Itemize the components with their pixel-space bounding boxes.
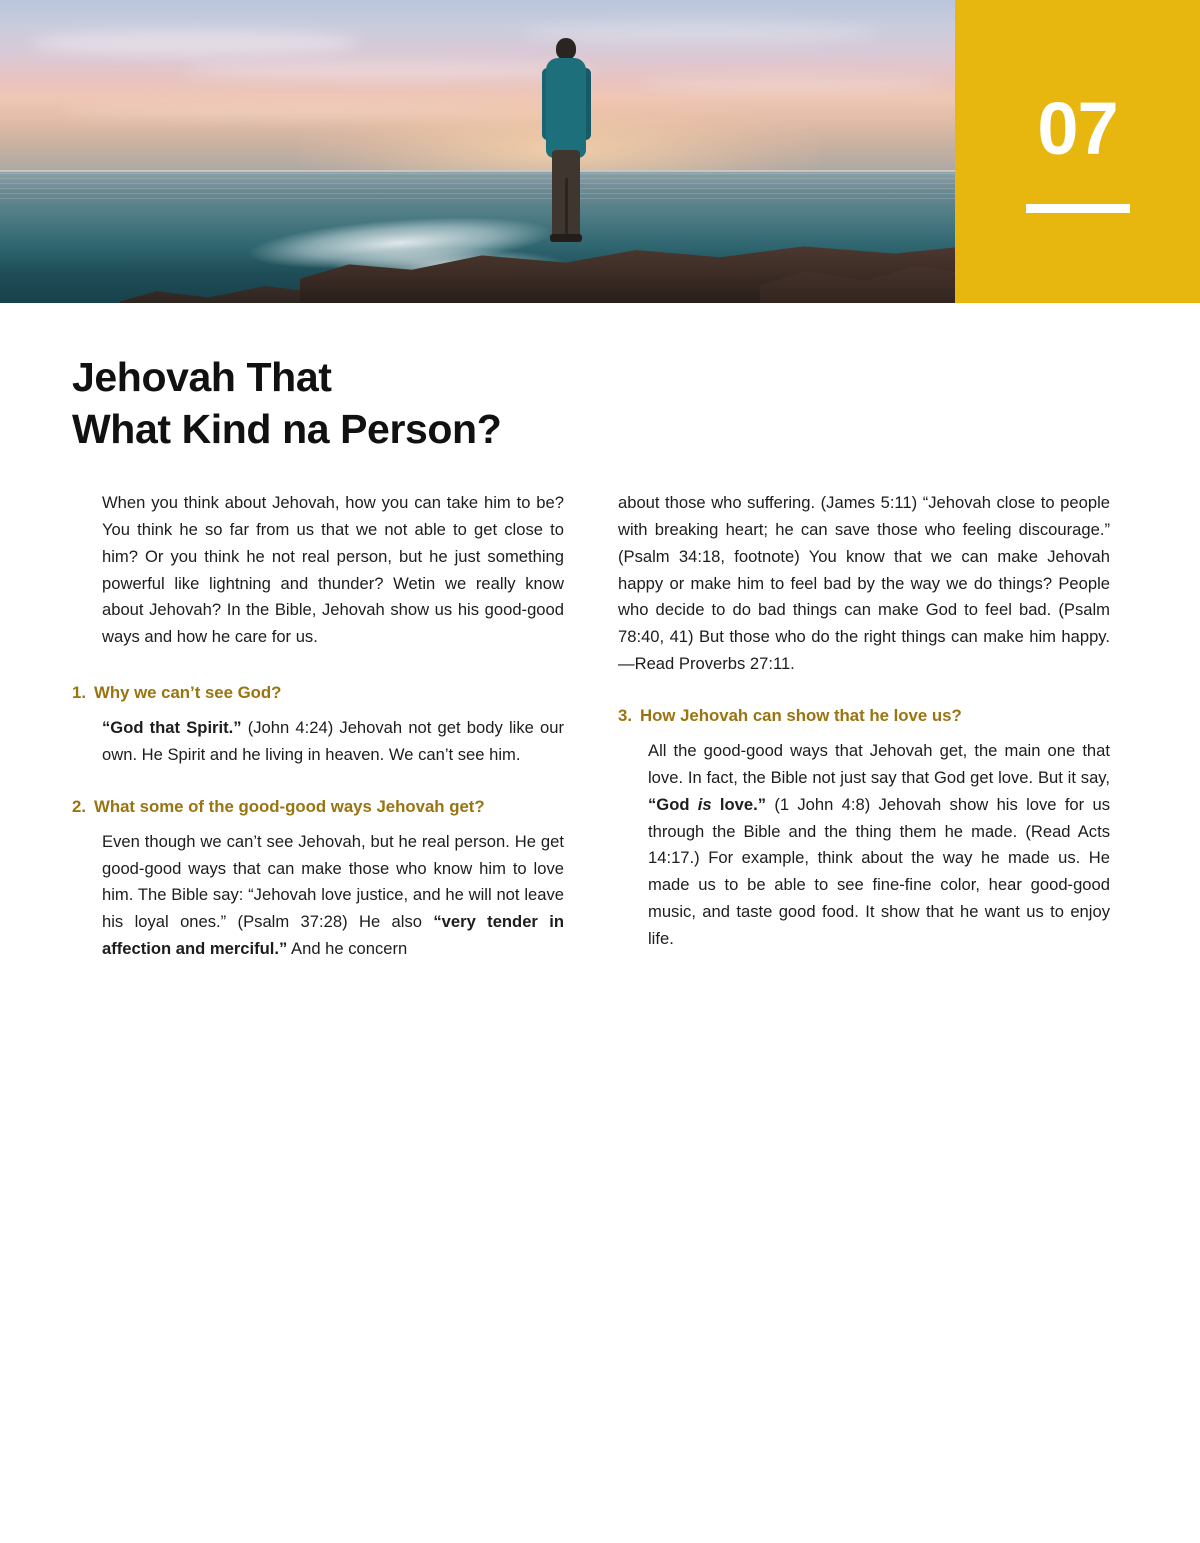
cloud-shape xyxy=(640,76,940,92)
lesson-number-underline xyxy=(1026,204,1130,213)
person-head xyxy=(556,38,576,60)
lesson-number: 07 xyxy=(1037,87,1118,170)
person-torso xyxy=(546,58,586,158)
question-number: 2. xyxy=(72,796,86,816)
person-silhouette xyxy=(540,38,598,248)
question-text: Why we can’t see God? xyxy=(94,683,282,703)
page-title-line-2: What Kind na Person? xyxy=(72,406,502,453)
article-body xyxy=(0,303,1200,963)
page-title xyxy=(72,351,832,456)
cloud-shape xyxy=(180,62,600,80)
answer-paragraph-3: All the good-good ways that Jehovah get, the main one that love. In fact, the Bible not just say that God get love. But it say, “God is love.” (1 John 4:8) Jehovah show his love for us through the Bible and the thing them he made. (Read Acts 14:17.) For example, think about the way he made us. He made us to be able to see fine-fine color, hear good-good music, and taste good food. It show that he want us to enjoy life. xyxy=(648,740,1110,949)
person-leg-gap xyxy=(565,178,568,236)
person-feet xyxy=(550,234,582,242)
question-text: What some of the good-good ways Jehovah get? xyxy=(94,796,485,816)
page-title-line-1: Jehovah That xyxy=(72,354,332,400)
question-number: 1. xyxy=(72,683,86,703)
question-number: 3. xyxy=(618,706,632,726)
column-left xyxy=(72,490,564,963)
question-heading-2 xyxy=(72,795,564,819)
question-heading-1 xyxy=(72,681,564,705)
horizon-line xyxy=(0,170,955,172)
sea-shimmer xyxy=(0,173,955,203)
hero-banner xyxy=(0,0,1200,303)
continuation-paragraph: about those who suffering. (James 5:11) “Jehovah close to people with breaking heart; he can save those who feeling discourage.” (Psalm 34:18, footnote) You know that we can make Jehovah happy or make him to feel bad by the way we do things? People who decide to do bad things can make God to feel bad. (Psalm 78:40, 41) But those who do the right things can make him happy.—Read Proverbs 27:11. xyxy=(618,492,1110,674)
cloud-shape xyxy=(30,30,360,56)
hero-photo xyxy=(0,0,955,303)
two-column-layout xyxy=(72,490,1128,963)
intro-paragraph: When you think about Jehovah, how you can take him to be? You think he so far from us that we not able to get close to him? Or you think he not real person, but he just something powerful like lightning and thunder? Wetin we really know about Jehovah? In the Bible, Jehovah show us his good-good ways and how he care for us. xyxy=(102,492,564,647)
answer-paragraph-1: “God that Spirit.” (John 4:24) Jehovah not get body like our own. He Spirit and he living in heaven. We can’t see him. xyxy=(102,718,564,764)
question-heading-3 xyxy=(618,704,1110,728)
column-right xyxy=(618,490,1110,963)
answer-paragraph-2: Even though we can’t see Jehovah, but he real person. He get good-good ways that can make those who know him to love him. The Bible say: “Jehovah love justice, and he will not leave his loyal ones.” (Psalm 37:28) He also “very tender in affection and merciful.” And he concern xyxy=(102,831,564,959)
question-text: How Jehovah can show that he love us? xyxy=(640,706,962,726)
lesson-number-block xyxy=(955,0,1200,303)
